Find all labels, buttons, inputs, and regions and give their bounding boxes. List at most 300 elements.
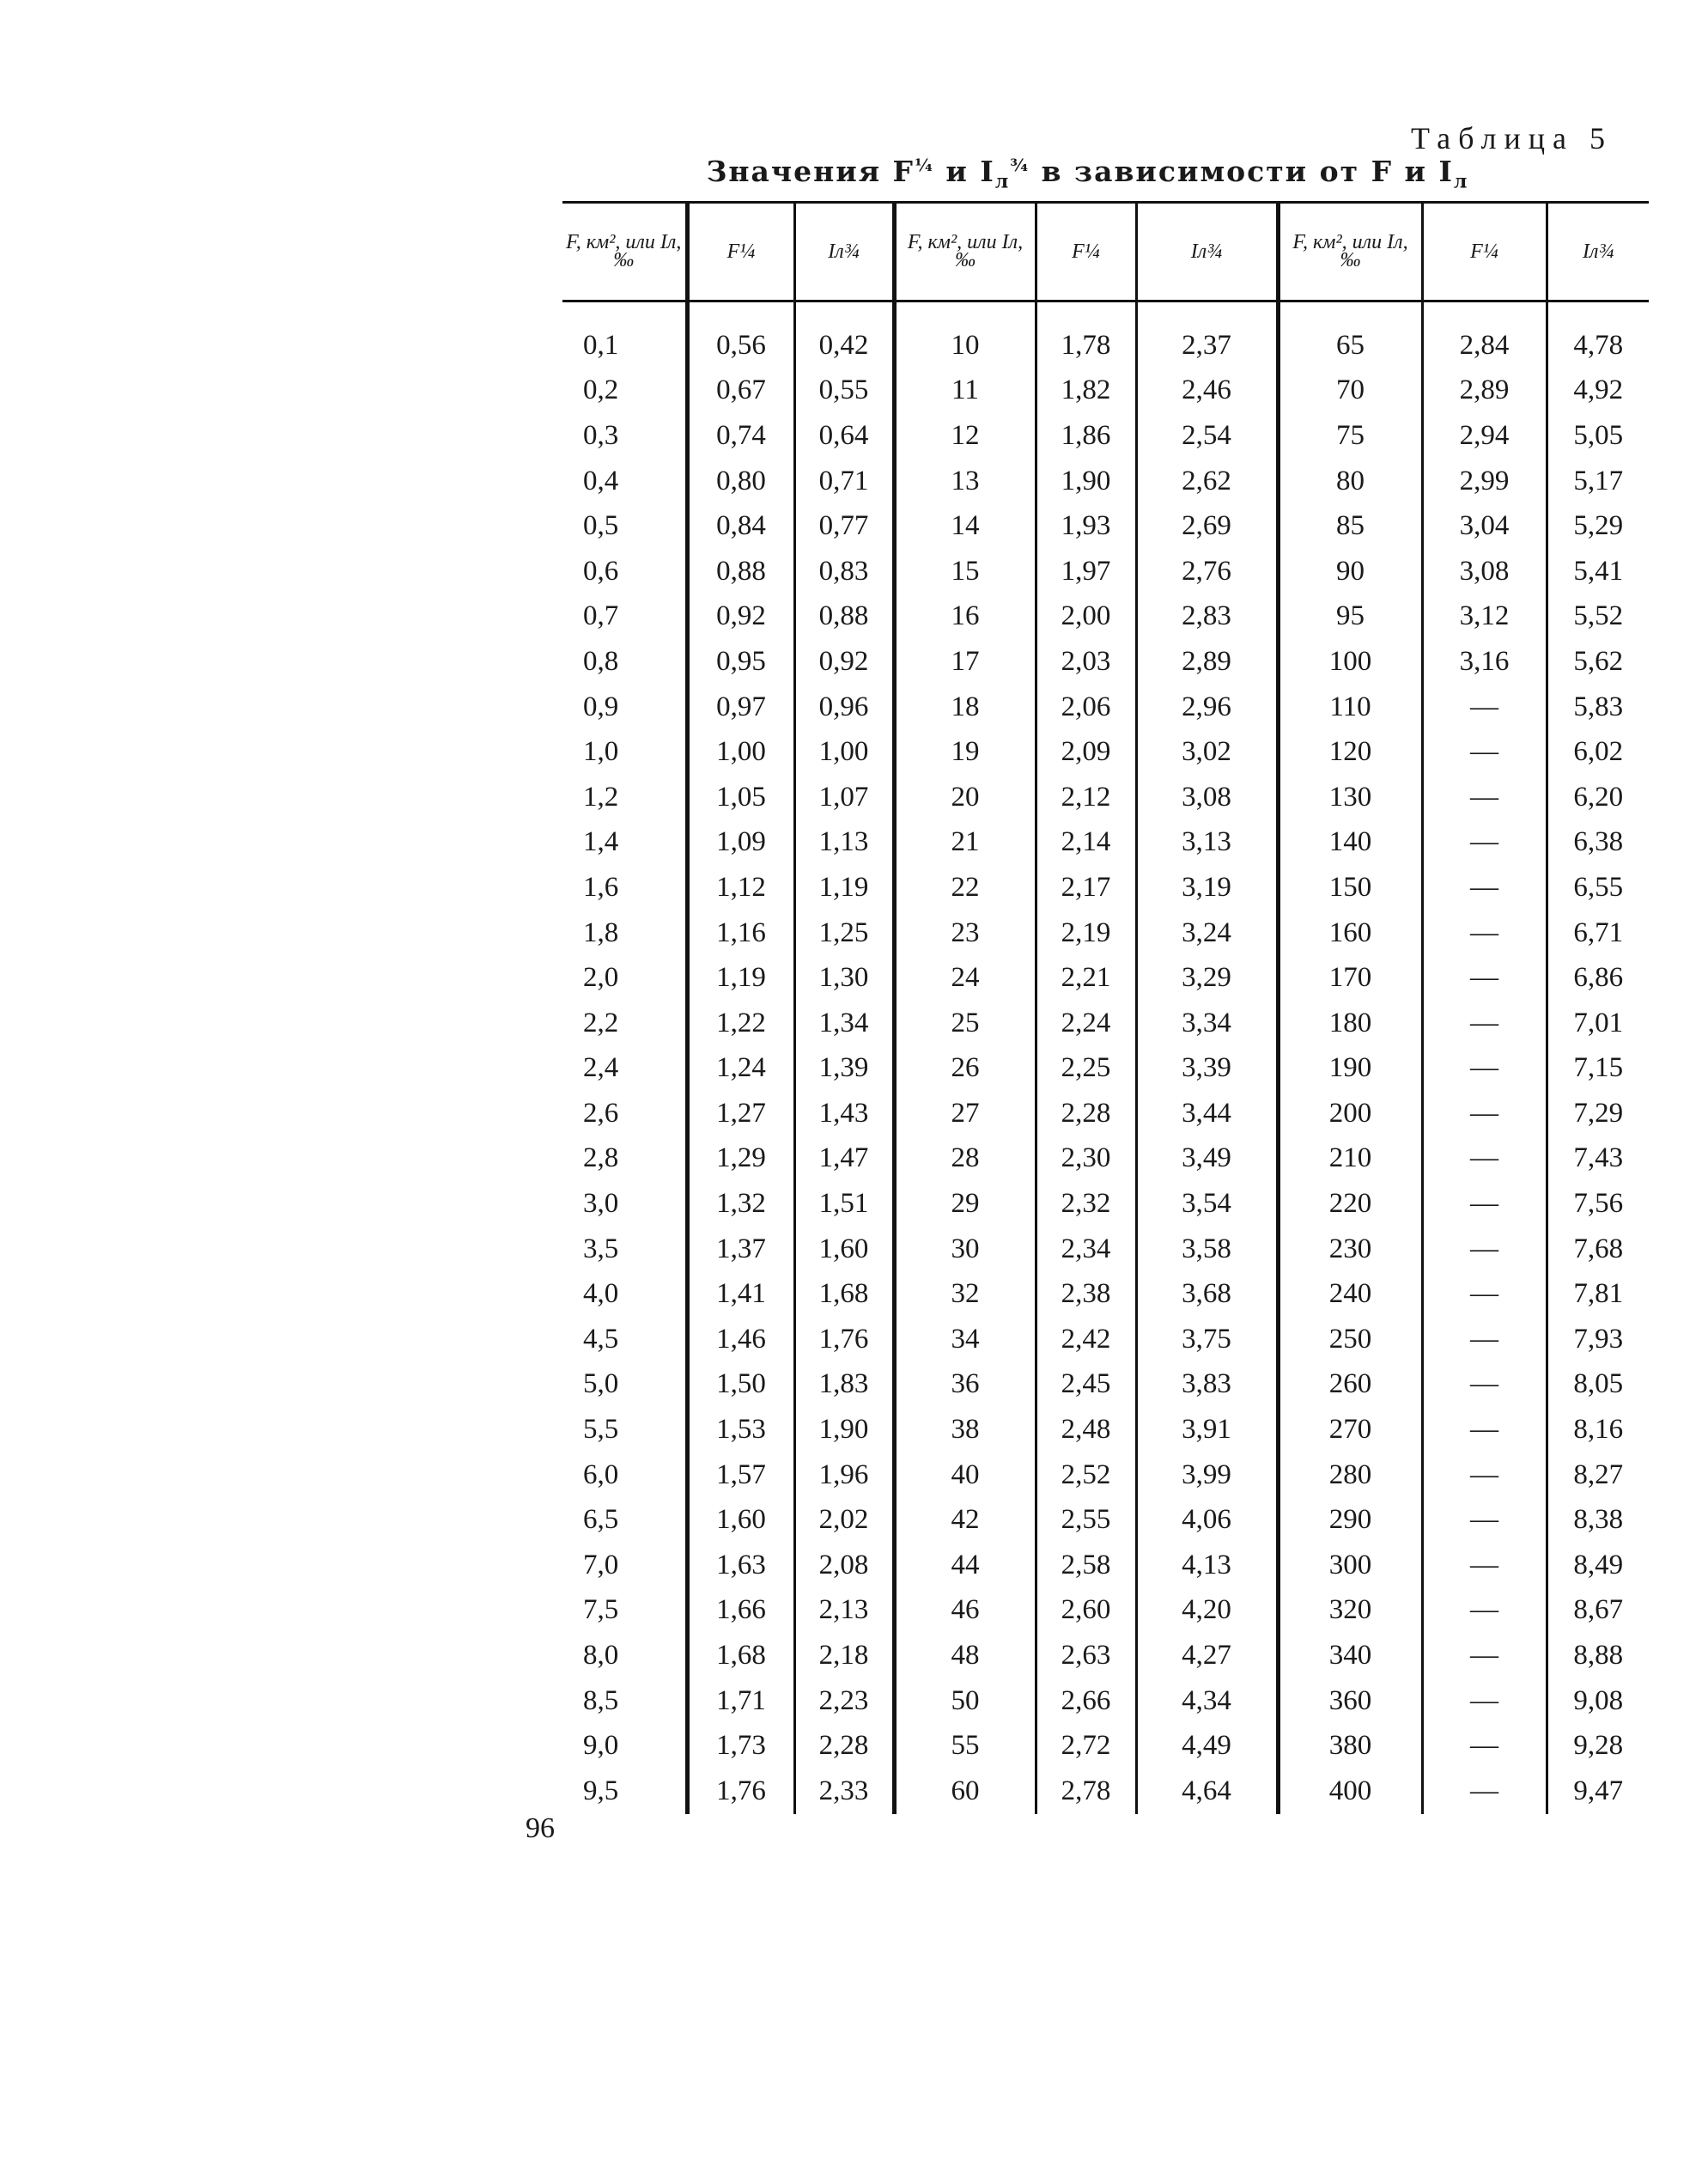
table-cell: 3,08	[1136, 775, 1278, 820]
table-cell: 32	[894, 1271, 1036, 1317]
table-cell: 360	[1278, 1678, 1422, 1724]
table-cell: 4,49	[1136, 1723, 1278, 1769]
table-cell: 3,34	[1136, 1001, 1278, 1046]
table-cell: 8,05	[1547, 1362, 1649, 1408]
table-row	[562, 1362, 1649, 1408]
table-cell: —	[1422, 1452, 1547, 1498]
table-cell: 75	[1278, 413, 1422, 459]
table-cell: 3,12	[1422, 594, 1547, 640]
table-cell: 0,3	[583, 419, 619, 451]
table-cell: 4,27	[1136, 1633, 1278, 1678]
table-cell: 8,67	[1547, 1588, 1649, 1634]
table-cell: 0,2	[583, 375, 619, 406]
table-cell: 0,8	[583, 645, 619, 677]
table-cell: 2,28	[1036, 1091, 1136, 1136]
table-cell: 170	[1278, 955, 1422, 1001]
table-cell: 1,39	[794, 1046, 894, 1092]
table-cell: 0,95	[687, 639, 794, 685]
table-cell: 0,4	[583, 465, 619, 496]
table-cell: 3,44	[1136, 1091, 1278, 1136]
table-cell: 1,00	[687, 729, 794, 775]
table-cell: 8,16	[1547, 1407, 1649, 1452]
table-cell: 250	[1278, 1317, 1422, 1362]
table-cell: 3,0	[583, 1188, 619, 1220]
table-cell: 2,37	[1136, 323, 1278, 368]
table-cell: 1,13	[794, 820, 894, 866]
table-cell: 16	[894, 594, 1036, 640]
table-cell: —	[1422, 1181, 1547, 1227]
table-cell: 3,04	[1422, 503, 1547, 549]
table-cell: 1,00	[794, 729, 894, 775]
table-cell: 0,71	[794, 459, 894, 504]
table-cell: 2,76	[1136, 549, 1278, 594]
table-cell: 0,92	[687, 594, 794, 640]
table-row	[562, 1271, 1649, 1317]
table-cell: —	[1422, 1407, 1547, 1452]
table-cell: 4,78	[1547, 323, 1649, 368]
table-row	[562, 1001, 1649, 1046]
table-cell: 2,02	[794, 1497, 894, 1543]
table-cell: 60	[894, 1769, 1036, 1814]
table-cell: 0,88	[687, 549, 794, 594]
table-cell: 270	[1278, 1407, 1422, 1452]
table-cell: —	[1422, 1362, 1547, 1408]
table-row	[562, 729, 1649, 775]
table-cell: 7,56	[1547, 1181, 1649, 1227]
table-cell: 9,47	[1547, 1769, 1649, 1814]
table-cell: 2,8	[583, 1142, 619, 1174]
table-cell: 1,86	[1036, 413, 1136, 459]
table-cell: —	[1422, 1271, 1547, 1317]
table-cell: 1,0	[583, 736, 619, 768]
table-cell: 1,2	[583, 781, 619, 813]
table-row	[562, 1633, 1649, 1678]
table-cell: 7,81	[1547, 1271, 1649, 1317]
table-cell: 2,72	[1036, 1723, 1136, 1769]
table-cell: 90	[1278, 549, 1422, 594]
table-cell: 8,88	[1547, 1633, 1649, 1678]
table-cell: 0,7	[583, 600, 619, 632]
table-cell: 220	[1278, 1181, 1422, 1227]
table-cell: 1,43	[794, 1091, 894, 1136]
table-cell: 2,45	[1036, 1362, 1136, 1408]
table-cell: 65	[1278, 323, 1422, 368]
table-cell: 2,19	[1036, 910, 1136, 956]
table-cell: 5,52	[1547, 594, 1649, 640]
table-cell: 1,30	[794, 955, 894, 1001]
table-cell: 2,33	[794, 1769, 894, 1814]
table-cell: 1,82	[1036, 368, 1136, 414]
table-cell: 0,6	[583, 555, 619, 587]
table-cell: 2,25	[1036, 1046, 1136, 1092]
table-row	[562, 865, 1649, 910]
table-cell: 2,66	[1036, 1678, 1136, 1724]
table-cell: 3,83	[1136, 1362, 1278, 1408]
table-row	[562, 1317, 1649, 1362]
table-cell: 2,99	[1422, 459, 1547, 504]
table-cell: 4,20	[1136, 1588, 1278, 1634]
table-cell: 2,06	[1036, 685, 1136, 730]
table-cell: 2,30	[1036, 1136, 1136, 1182]
table-cell: —	[1422, 1001, 1547, 1046]
table-cell: 1,07	[794, 775, 894, 820]
table-cell: —	[1422, 1543, 1547, 1588]
table-cell: —	[1422, 775, 1547, 820]
table-cell: 340	[1278, 1633, 1422, 1678]
column-header: F¼	[687, 203, 794, 301]
table-cell: 1,32	[687, 1181, 794, 1227]
table-cell: —	[1422, 1046, 1547, 1092]
table-cell: 38	[894, 1407, 1036, 1452]
table-cell: 23	[894, 910, 1036, 956]
table-cell: 2,48	[1036, 1407, 1136, 1452]
table-cell: 27	[894, 1091, 1036, 1136]
table-cell: 0,1	[583, 329, 619, 361]
table-cell: 1,50	[687, 1362, 794, 1408]
table-cell: 0,55	[794, 368, 894, 414]
table-cell: 7,01	[1547, 1001, 1649, 1046]
table-label: Таблица 5	[1411, 121, 1613, 155]
table-cell: 8,0	[583, 1640, 619, 1672]
table-cell: —	[1422, 729, 1547, 775]
table-cell: 3,68	[1136, 1271, 1278, 1317]
table-cell: 3,02	[1136, 729, 1278, 775]
table-cell: 1,76	[687, 1769, 794, 1814]
table-cell: 1,19	[794, 865, 894, 910]
table-cell: 5,83	[1547, 685, 1649, 730]
table-cell: 1,78	[1036, 323, 1136, 368]
table-cell: 1,60	[794, 1227, 894, 1272]
table-cell: 30	[894, 1227, 1036, 1272]
table-row	[562, 1407, 1649, 1452]
table-cell: —	[1422, 1723, 1547, 1769]
table-cell: 0,96	[794, 685, 894, 730]
table-cell: 3,99	[1136, 1452, 1278, 1498]
table-cell: 50	[894, 1678, 1036, 1724]
table-cell: 6,38	[1547, 820, 1649, 866]
table-cell: 28	[894, 1136, 1036, 1182]
table-cell: 3,13	[1136, 820, 1278, 866]
table-cell: 1,96	[794, 1452, 894, 1498]
table-cell: 22	[894, 865, 1036, 910]
table-cell: 400	[1278, 1769, 1422, 1814]
table-cell: 4,0	[583, 1278, 619, 1310]
table-cell: 2,34	[1036, 1227, 1136, 1272]
table-cell: 2,4	[583, 1052, 619, 1084]
table-cell: 2,96	[1136, 685, 1278, 730]
table-cell: 5,29	[1547, 503, 1649, 549]
table-row	[562, 1723, 1649, 1769]
table-row	[562, 1452, 1649, 1498]
table-cell: 3,75	[1136, 1317, 1278, 1362]
table-cell: 2,6	[583, 1097, 619, 1129]
table-cell: —	[1422, 1769, 1547, 1814]
column-header: Iл¾	[1136, 203, 1278, 301]
table-cell: 5,62	[1547, 639, 1649, 685]
table-cell: 2,89	[1136, 639, 1278, 685]
table-cell: 1,46	[687, 1317, 794, 1362]
table-cell: 9,0	[583, 1730, 619, 1762]
table-row	[562, 910, 1649, 956]
table-cell: 5,05	[1547, 413, 1649, 459]
table-cell: 2,94	[1422, 413, 1547, 459]
table-cell: 8,38	[1547, 1497, 1649, 1543]
table-row	[562, 1497, 1649, 1543]
table-cell: 34	[894, 1317, 1036, 1362]
table-cell: 2,28	[794, 1723, 894, 1769]
table-cell: 2,63	[1036, 1633, 1136, 1678]
table-cell: 1,16	[687, 910, 794, 956]
table-cell: 7,93	[1547, 1317, 1649, 1362]
table-cell: 4,5	[583, 1323, 619, 1355]
table-cell: 0,92	[794, 639, 894, 685]
table-cell: 13	[894, 459, 1036, 504]
table-cell: 0,9	[583, 691, 619, 722]
table-title: Значения $F^{\frac{1}{4}}$ и $I_л^{\frac{3}{4}}$ в зависимости от F и $I_л$	[706, 155, 1469, 193]
table-row	[562, 549, 1649, 594]
table-cell: 1,41	[687, 1271, 794, 1317]
table-cell: 6,02	[1547, 729, 1649, 775]
table-cell: 19	[894, 729, 1036, 775]
table-cell: —	[1422, 910, 1547, 956]
table-cell: 24	[894, 955, 1036, 1001]
table-cell: 160	[1278, 910, 1422, 956]
column-header: F, км², или Iл, ‰	[1278, 203, 1422, 301]
table-cell: 55	[894, 1723, 1036, 1769]
table-cell: 0,67	[687, 368, 794, 414]
table-row	[562, 413, 1649, 459]
table-cell: 2,03	[1036, 639, 1136, 685]
column-header: Iл¾	[794, 203, 894, 301]
table-cell: 2,55	[1036, 1497, 1136, 1543]
table-cell: 1,93	[1036, 503, 1136, 549]
table-cell: 3,91	[1136, 1407, 1278, 1452]
table-cell: 2,17	[1036, 865, 1136, 910]
table-cell: 2,08	[794, 1543, 894, 1588]
column-header: F, км², или Iл, ‰	[562, 203, 687, 301]
table-cell: 1,97	[1036, 549, 1136, 594]
table-cell: 2,60	[1036, 1588, 1136, 1634]
table-cell: 2,83	[1136, 594, 1278, 640]
table-cell: 6,71	[1547, 910, 1649, 956]
table-cell: 200	[1278, 1091, 1422, 1136]
table-cell: 1,60	[687, 1497, 794, 1543]
table-cell: —	[1422, 1497, 1547, 1543]
table-cell: 0,97	[687, 685, 794, 730]
table-cell: 280	[1278, 1452, 1422, 1498]
table-cell: —	[1422, 865, 1547, 910]
table-cell: 210	[1278, 1136, 1422, 1182]
table-cell: 1,22	[687, 1001, 794, 1046]
table-cell: 1,4	[583, 826, 619, 858]
table-cell: 1,66	[687, 1588, 794, 1634]
table-cell: 3,39	[1136, 1046, 1278, 1092]
table-cell: 2,42	[1036, 1317, 1136, 1362]
table-cell: 7,0	[583, 1549, 619, 1580]
table-cell: —	[1422, 1317, 1547, 1362]
table-cell: 2,78	[1036, 1769, 1136, 1814]
header-row	[562, 203, 1649, 301]
table-cell: —	[1422, 1633, 1547, 1678]
table-cell: 0,74	[687, 413, 794, 459]
table-cell: 2,21	[1036, 955, 1136, 1001]
table-cell: 230	[1278, 1227, 1422, 1272]
table-cell: 1,53	[687, 1407, 794, 1452]
table-cell: 2,09	[1036, 729, 1136, 775]
table-cell: 3,54	[1136, 1181, 1278, 1227]
table-cell: 9,08	[1547, 1678, 1649, 1724]
table-body	[562, 301, 1649, 1814]
table-cell: 1,63	[687, 1543, 794, 1588]
table-cell: 15	[894, 549, 1036, 594]
table-cell: 2,13	[794, 1588, 894, 1634]
table-cell: 1,25	[794, 910, 894, 956]
table-cell: 0,88	[794, 594, 894, 640]
table-row	[562, 459, 1649, 504]
table-row	[562, 1136, 1649, 1182]
table-cell: 2,0	[583, 962, 619, 994]
table-cell: —	[1422, 1136, 1547, 1182]
table-row	[562, 1091, 1649, 1136]
table-cell: 2,24	[1036, 1001, 1136, 1046]
table-cell: 320	[1278, 1588, 1422, 1634]
table-cell: 8,49	[1547, 1543, 1649, 1588]
column-header: F¼	[1422, 203, 1547, 301]
table-cell: 2,2	[583, 1007, 619, 1038]
table-cell: 1,19	[687, 955, 794, 1001]
table-cell: 180	[1278, 1001, 1422, 1046]
table-cell: —	[1422, 1227, 1547, 1272]
table-cell: 7,68	[1547, 1227, 1649, 1272]
page-number: 96	[526, 1812, 555, 1844]
table-cell: 2,58	[1036, 1543, 1136, 1588]
table-cell: 29	[894, 1181, 1036, 1227]
table-cell: 130	[1278, 775, 1422, 820]
table-cell: 12	[894, 413, 1036, 459]
table-cell: 18	[894, 685, 1036, 730]
table-cell: 380	[1278, 1723, 1422, 1769]
column-header: F¼	[1036, 203, 1136, 301]
table-cell: 7,5	[583, 1594, 619, 1626]
table-cell: 17	[894, 639, 1036, 685]
table-cell: 95	[1278, 594, 1422, 640]
table-cell: 2,69	[1136, 503, 1278, 549]
table-cell: 0,83	[794, 549, 894, 594]
table-cell: 6,0	[583, 1458, 619, 1490]
table-cell: 3,08	[1422, 549, 1547, 594]
table-cell: 0,42	[794, 323, 894, 368]
table-cell: 1,90	[794, 1407, 894, 1452]
table-row	[562, 955, 1649, 1001]
table-cell: 5,0	[583, 1368, 619, 1400]
table-cell: 2,38	[1036, 1271, 1136, 1317]
values-table	[562, 201, 1649, 1814]
table-cell: 300	[1278, 1543, 1422, 1588]
table-cell: 1,68	[794, 1271, 894, 1317]
table-cell: 8,27	[1547, 1452, 1649, 1498]
table-cell: 85	[1278, 503, 1422, 549]
table-cell: 7,15	[1547, 1046, 1649, 1092]
table-cell: 46	[894, 1588, 1036, 1634]
table-cell: 190	[1278, 1046, 1422, 1092]
table-cell: 2,14	[1036, 820, 1136, 866]
table-row	[562, 594, 1649, 640]
table-cell: 8,5	[583, 1684, 619, 1716]
table-row	[562, 503, 1649, 549]
table-cell: 3,49	[1136, 1136, 1278, 1182]
table-row	[562, 323, 1649, 368]
table-cell: 4,64	[1136, 1769, 1278, 1814]
table-row	[562, 1678, 1649, 1724]
table-cell: 4,13	[1136, 1543, 1278, 1588]
table-row	[562, 820, 1649, 866]
table-cell: 1,73	[687, 1723, 794, 1769]
table-cell: 44	[894, 1543, 1036, 1588]
table-row	[562, 1227, 1649, 1272]
table-cell: 25	[894, 1001, 1036, 1046]
table-cell: 10	[894, 323, 1036, 368]
table-cell: 3,24	[1136, 910, 1278, 956]
table-cell: 1,83	[794, 1362, 894, 1408]
column-header: F, км², или Iл, ‰	[894, 203, 1036, 301]
table-cell: 3,29	[1136, 955, 1278, 1001]
table-cell: 1,6	[583, 871, 619, 903]
table-cell: 1,09	[687, 820, 794, 866]
table-cell: 48	[894, 1633, 1036, 1678]
table-cell: —	[1422, 1091, 1547, 1136]
table-cell: —	[1422, 1588, 1547, 1634]
table-cell: 9,28	[1547, 1723, 1649, 1769]
table-cell: 240	[1278, 1271, 1422, 1317]
table-cell: 1,12	[687, 865, 794, 910]
table-row	[562, 1543, 1649, 1588]
table-row	[562, 1588, 1649, 1634]
table-cell: 6,55	[1547, 865, 1649, 910]
table-cell: 1,90	[1036, 459, 1136, 504]
table-cell: 21	[894, 820, 1036, 866]
table-cell: 7,29	[1547, 1091, 1649, 1136]
table-cell: 1,34	[794, 1001, 894, 1046]
table-row	[562, 1046, 1649, 1092]
table-cell: 0,56	[687, 323, 794, 368]
table-cell: 1,27	[687, 1091, 794, 1136]
table-cell: —	[1422, 1678, 1547, 1724]
table-row	[562, 1769, 1649, 1814]
table-cell: 1,8	[583, 916, 619, 948]
table-cell: 260	[1278, 1362, 1422, 1408]
table-cell: 0,80	[687, 459, 794, 504]
table-cell: 150	[1278, 865, 1422, 910]
table-cell: 0,84	[687, 503, 794, 549]
table-cell: 3,16	[1422, 639, 1547, 685]
table-cell: 20	[894, 775, 1036, 820]
table-cell: 2,12	[1036, 775, 1136, 820]
table-row	[562, 639, 1649, 685]
table-cell: 140	[1278, 820, 1422, 866]
table-cell: 36	[894, 1362, 1036, 1408]
table-cell: 40	[894, 1452, 1036, 1498]
table-cell: 1,68	[687, 1633, 794, 1678]
table-cell: 6,5	[583, 1504, 619, 1536]
table-cell: 0,64	[794, 413, 894, 459]
table-cell: 2,52	[1036, 1452, 1136, 1498]
table-cell: 7,43	[1547, 1136, 1649, 1182]
table-cell: 2,84	[1422, 323, 1547, 368]
table-cell: 1,51	[794, 1181, 894, 1227]
table-cell: 70	[1278, 368, 1422, 414]
table-cell: 120	[1278, 729, 1422, 775]
table-cell: 0,5	[583, 510, 619, 542]
